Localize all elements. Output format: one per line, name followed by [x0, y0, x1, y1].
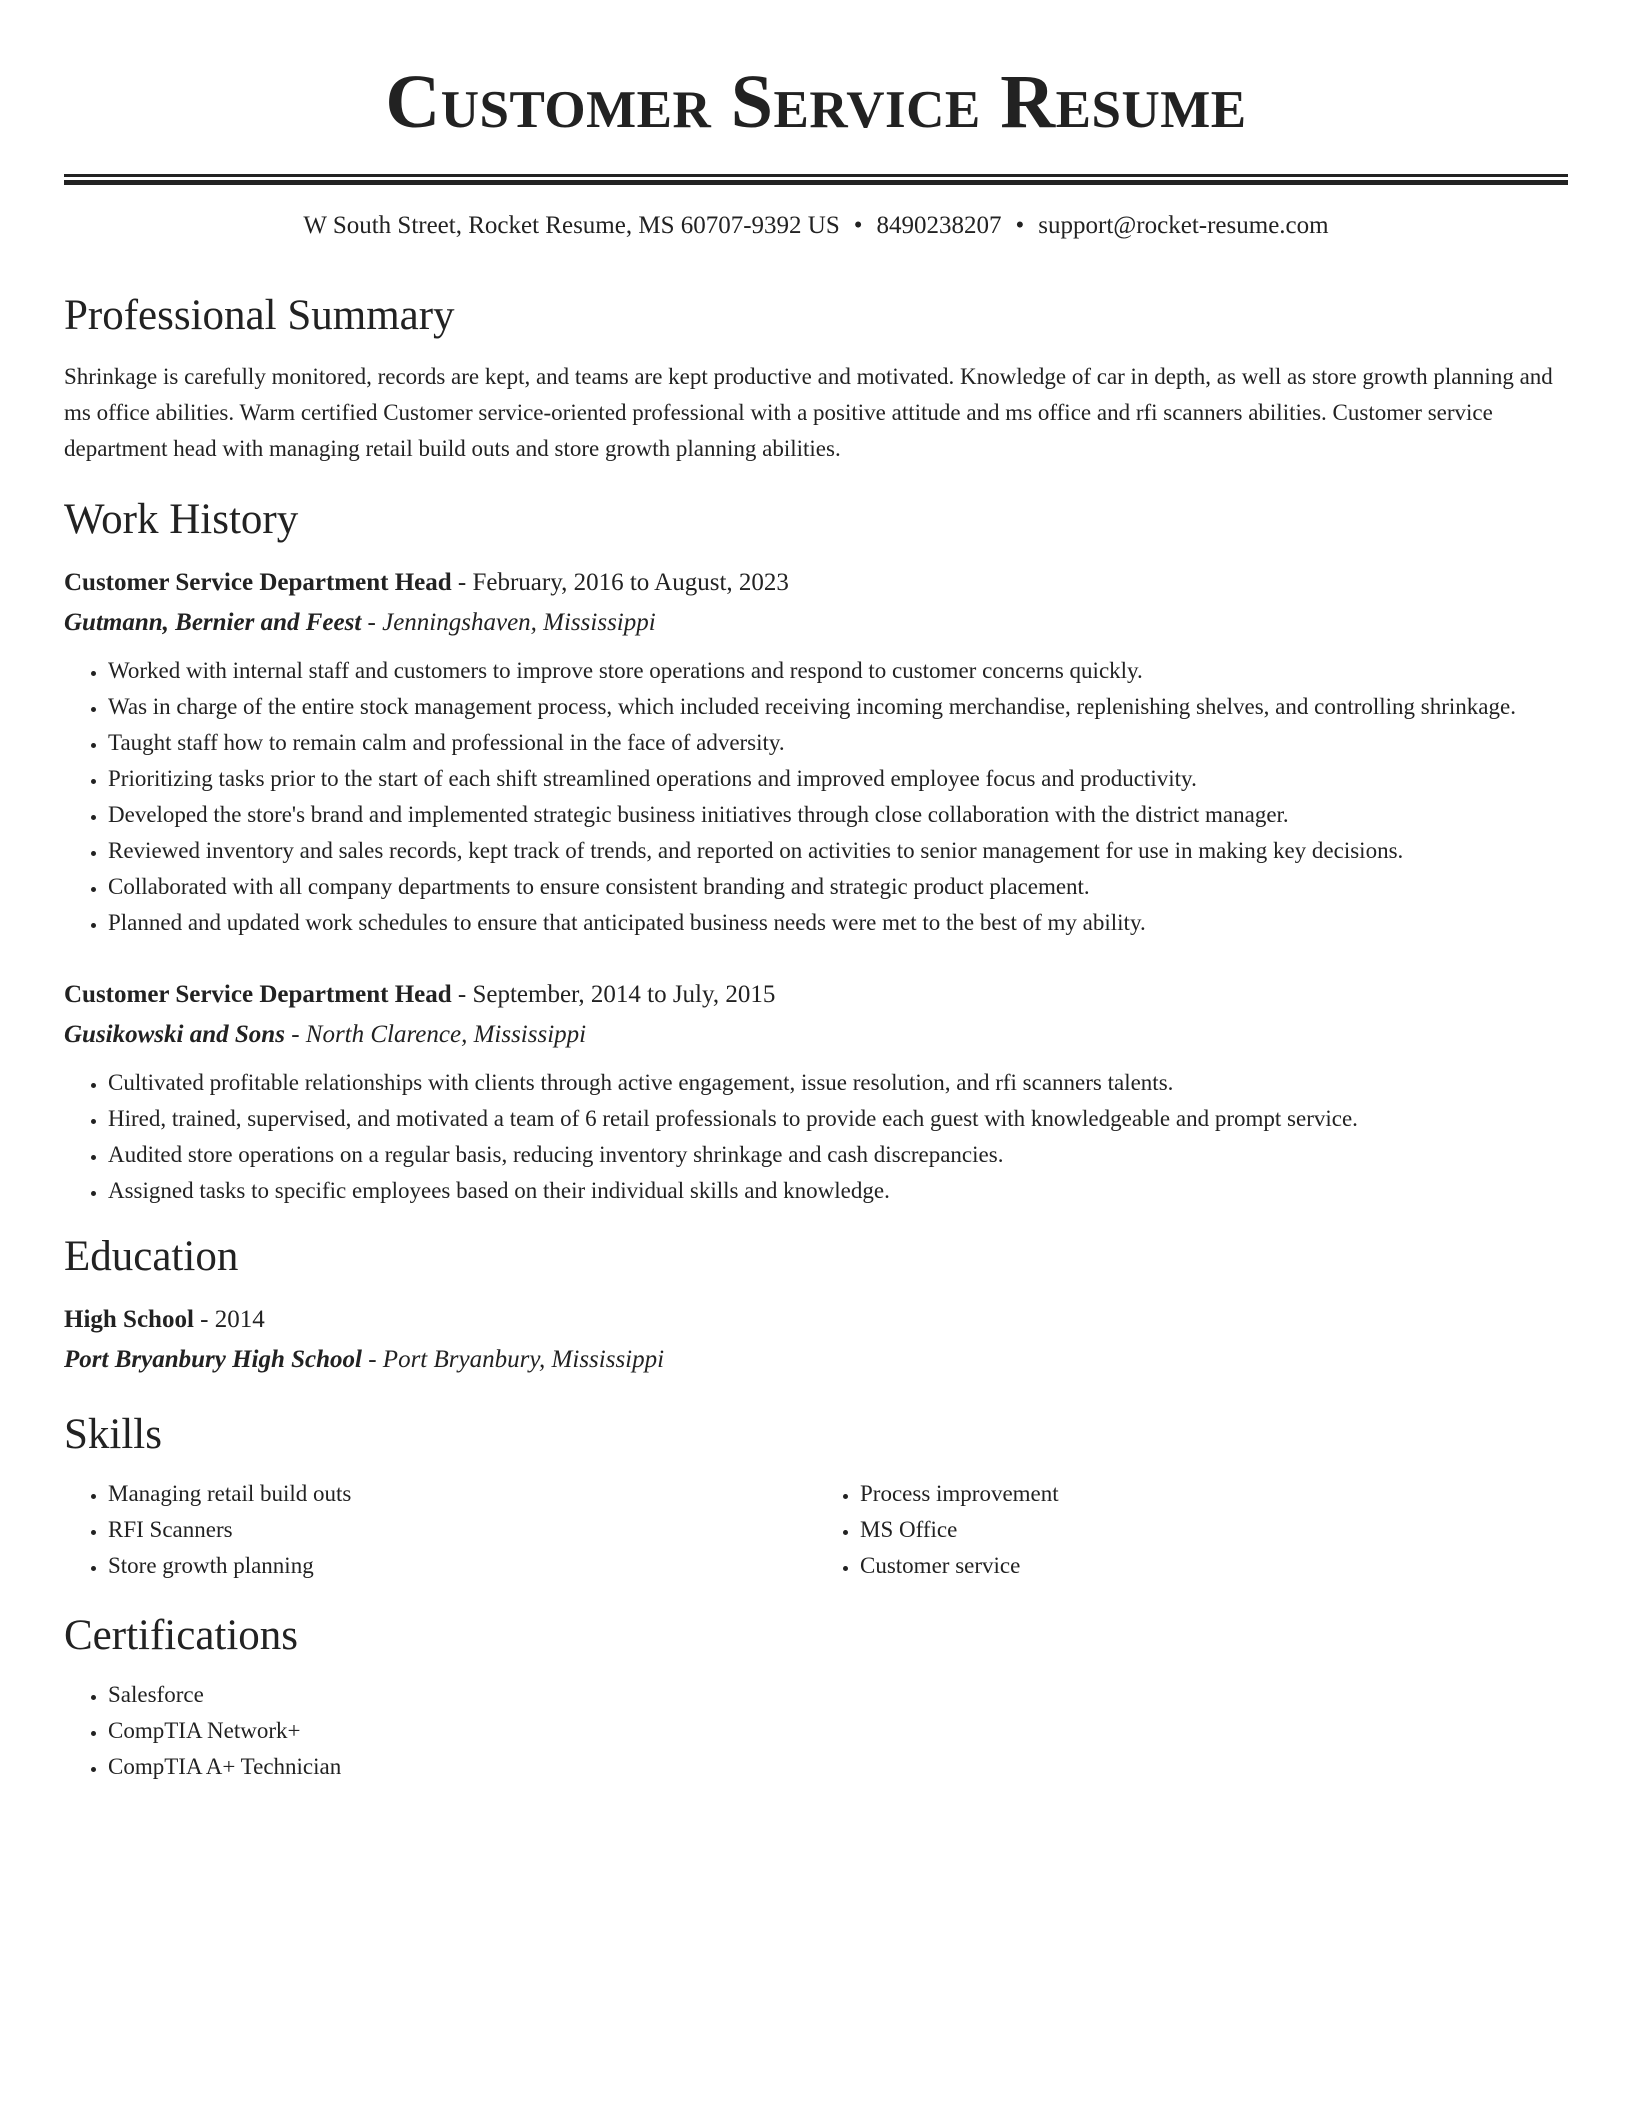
- job-location: - Jenningshaven, Mississippi: [361, 609, 656, 636]
- job-bullet: • Audited store operations on a regular basis, reducing inventory shrinkage and cash discrepancies.: [108, 1137, 1568, 1173]
- resume-content: [64, 0, 1568, 1785]
- summary-text: Shrinkage is carefully monitored, records are kept, and teams are kept productive and motivated. Knowledge of car in depth, as well as store growth planning and ms office abilities. Warm certified Customer service-oriented professional with a positive attitude and ms office and rfi scanners abilities. Customer service department head with managing retail build outs and store growth planning abilities.: [64, 364, 1553, 461]
- certification-item: • CompTIA Network+: [108, 1713, 1568, 1749]
- job-bullets: [64, 653, 1568, 941]
- job-bullets: [64, 1065, 1568, 1209]
- contact-separator: •: [1015, 212, 1025, 239]
- job-bullet: • Was in charge of the entire stock management process, which included receiving incoming merchandise, replenishing shelves, and controlling shrinkage.: [108, 689, 1568, 725]
- contact-line: [64, 210, 1568, 242]
- skills-column-right: [816, 1476, 1568, 1584]
- job-title: Customer Service Department Head: [64, 569, 452, 596]
- education-entry: [64, 1300, 1568, 1380]
- education-location: - Port Bryanbury, Mississippi: [361, 1346, 665, 1373]
- skill-item: • Customer service: [860, 1548, 1568, 1584]
- contact-address: W South Street, Rocket Resume, MS 60707-9392 US: [303, 212, 840, 239]
- job-dates: - February, 2016 to August, 2023: [451, 569, 789, 596]
- job-bullet: • Prioritizing tasks prior to the start of each shift streamlined operations and improved employee focus and productivity.: [108, 761, 1568, 797]
- skills-grid: [64, 1476, 1568, 1584]
- job-role-line: [64, 975, 1568, 1015]
- skill-item: • RFI Scanners: [108, 1512, 816, 1548]
- resume-title: Customer Service Resume: [385, 60, 1247, 144]
- education-school-line: [64, 1340, 1568, 1380]
- skill-item: • Store growth planning: [108, 1548, 816, 1584]
- job-entry: [64, 975, 1568, 1209]
- education-heading: Education: [64, 1233, 239, 1280]
- job-company: Gutmann, Bernier and Feest: [64, 609, 362, 636]
- certifications-heading: Certifications: [64, 1612, 299, 1659]
- work-history-heading: Work History: [64, 496, 299, 543]
- job-company-line: [64, 603, 1568, 643]
- job-bullet: • Worked with internal staff and customers to improve store operations and respond to customer concerns quickly.: [108, 653, 1568, 689]
- skill-item: • Managing retail build outs: [108, 1476, 816, 1512]
- education-school: Port Bryanbury High School: [64, 1346, 362, 1373]
- job-bullet: • Developed the store's brand and implemented strategic business initiatives through close collaboration with the district manager.: [108, 797, 1568, 833]
- job-dates: - September, 2014 to July, 2015: [451, 981, 776, 1008]
- contact-separator: •: [853, 212, 863, 239]
- education-degree: High School: [64, 1306, 194, 1333]
- certification-item: • Salesforce: [108, 1677, 1568, 1713]
- contact-phone: 8490238207: [876, 212, 1002, 239]
- skill-item: • Process improvement: [860, 1476, 1568, 1512]
- education-degree-line: [64, 1300, 1568, 1340]
- job-bullet: • Taught staff how to remain calm and professional in the face of adversity.: [108, 725, 1568, 761]
- certifications-list: [64, 1677, 1568, 1785]
- job-bullet: • Assigned tasks to specific employees based on their individual skills and knowledge.: [108, 1173, 1568, 1209]
- job-location: - North Clarence, Mississippi: [284, 1021, 587, 1048]
- job-company: Gusikowski and Sons: [64, 1021, 285, 1048]
- job-bullet: • Hired, trained, supervised, and motivated a team of 6 retail professionals to provide each guest with knowledgeable and prompt service.: [108, 1101, 1568, 1137]
- job-title: Customer Service Department Head: [64, 981, 452, 1008]
- job-entry: [64, 563, 1568, 941]
- skills-column-left: [64, 1476, 816, 1584]
- job-role-line: [64, 563, 1568, 603]
- title-divider: [64, 174, 1568, 185]
- job-bullet: • Reviewed inventory and sales records, kept track of trends, and reported on activities to senior management for use in making key decisions.: [108, 833, 1568, 869]
- certification-item: • CompTIA A+ Technician: [108, 1749, 1568, 1785]
- job-bullet: • Collaborated with all company departments to ensure consistent branding and strategic product placement.: [108, 869, 1568, 905]
- contact-email: support@rocket-resume.com: [1038, 212, 1329, 239]
- job-bullet: • Planned and updated work schedules to ensure that anticipated business needs were met to the best of my ability.: [108, 905, 1568, 941]
- job-bullet: • Cultivated profitable relationships with clients through active engagement, issue resolution, and rfi scanners talents.: [108, 1065, 1568, 1101]
- summary-heading: Professional Summary: [64, 292, 455, 339]
- job-company-line: [64, 1015, 1568, 1055]
- skill-item: • MS Office: [860, 1512, 1568, 1548]
- education-year: - 2014: [193, 1306, 265, 1333]
- skills-heading: Skills: [64, 1411, 162, 1458]
